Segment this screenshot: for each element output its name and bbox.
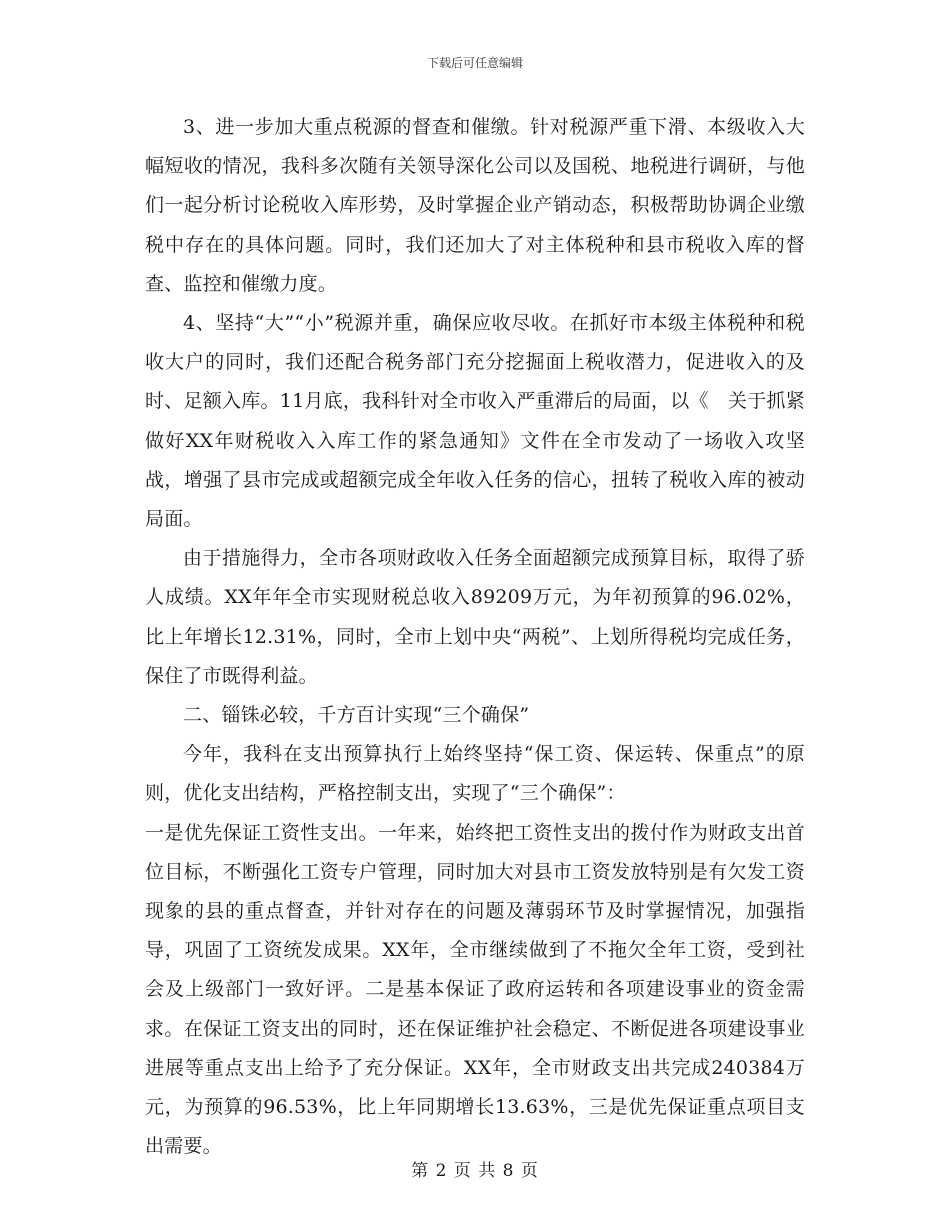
document-body bbox=[145, 108, 805, 1166]
section-heading-three-guarantees: 二、锱铢必较，千方百计实现“三个确保” bbox=[183, 704, 530, 727]
paragraph-revenue-results: 由于措施得力，全市各项财政收入任务全面超额完成预算目标，取得了骄人成绩。XX年年全市实现财税总收入89209万元，为年初预算的96.02%，比上年增长12.31%，同时，全市上划中央“两税”、上划所得税均完成任务，保住了市既得利益。 bbox=[145, 547, 805, 687]
paragraph-key-tax-supervision: 3、进一步加大重点税源的督查和催缴。针对税源严重下滑、本级收入大幅短收的情况，我科多次随有关领导深化公司以及国税、地税进行调研，与他们一起分析讨论税收入库形势，及时掌握企业产销动态，积极帮助协调企业缴税中存在的具体问题。同时，我们还加大了对主体税种和县市税收入库的督查、监控和催缴力度。 bbox=[145, 116, 805, 295]
header-note: 下载后可任意编辑 bbox=[426, 56, 523, 70]
page-number-footer: 第 2 页 共 8 页 bbox=[411, 1161, 539, 1181]
paragraph-expenditure-details: 一是优先保证工资性支出。一年来，始终把工资性支出的拨付作为财政支出首位目标，不断强化工资专户管理，同时加大对县市工资发放特别是有欠发工资现象的县的重点督查，并针对存在的问题及薄弱环节及时掌握情况，加强指导，巩固了工资统发成果。XX年，全市继续做到了不拖欠全年工资，受到社会及上级部门一致好评。二是基本保证了政府运转和各项建设事业的资金需求。在保证工资支出的同时，还在保证维护社会稳定、不断促进各项建设事业进展等重点支出上给予了充分保证。XX年，全市财政支出共完成240384万元，为预算的96.53%，比上年同期增长13.63%，三是优先保证重点项目支出需要。 bbox=[145, 821, 805, 1158]
paragraph-expenditure-principles: 今年，我科在支出预算执行上始终坚持“保工资、保运转、保重点”的原则，优化支出结构，严格控制支出，实现了“三个确保”： bbox=[145, 743, 805, 805]
paragraph-large-small-tax-sources: 4、坚持“大”“小”税源并重，确保应收尽收。在抓好市本级主体税种和税收大户的同时，我们还配合税务部门充分挖掘面上税收潜力，促进收入的及时、足额入库。11月底，我科针对全市收入严重滞后的局面，以《 关于抓紧做好XX年财税收入入库工作的紧急通知》文件在全市发动了一场收入攻坚战，增强了县市完成或超额完成全年收入任务的信心，扭转了税收入库的被动局面。 bbox=[145, 312, 805, 531]
